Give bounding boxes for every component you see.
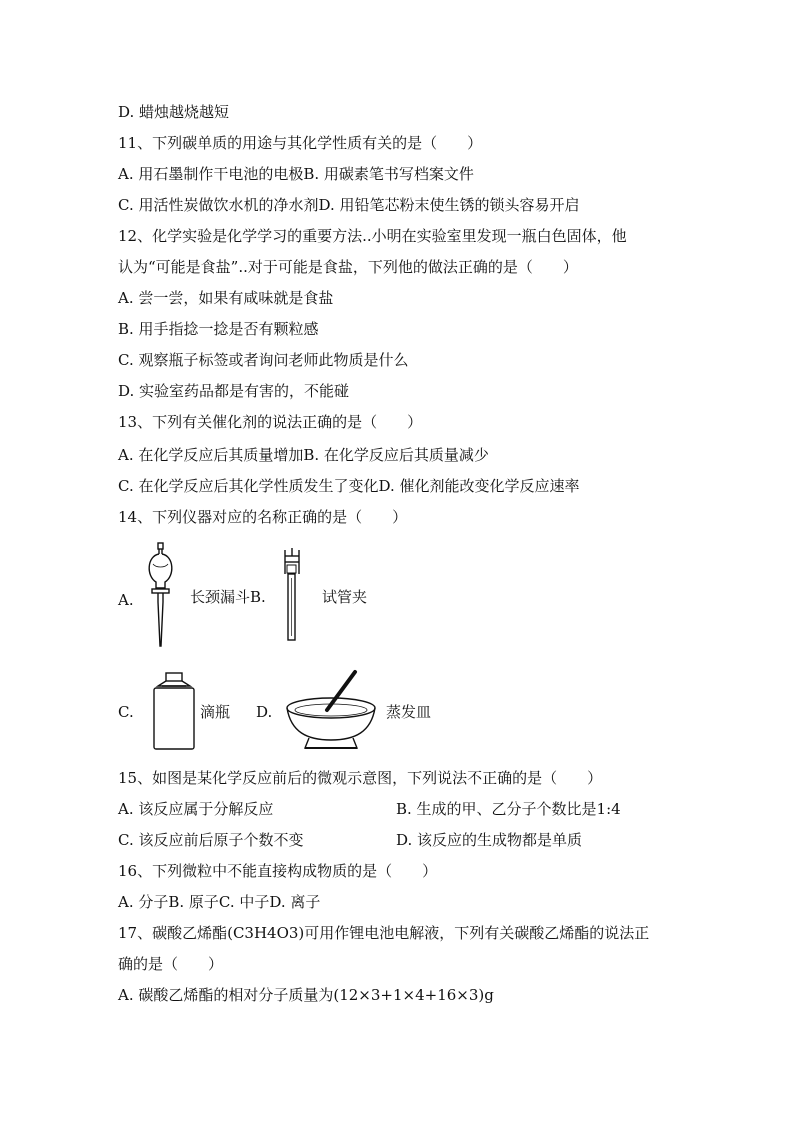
mortar-and-pestle-icon bbox=[283, 670, 379, 754]
q15-stem: 15、如图是某化学反应前后的微观示意图，下列说法不正确的是（ ） bbox=[118, 769, 603, 787]
q15-option-a: A. 该反应属于分解反应 bbox=[118, 800, 274, 818]
q15-option-b: B. 生成的甲、乙分子个数比是1:4 bbox=[396, 800, 621, 818]
q12-option-b: B. 用手指捻一捻是否有颗粒感 bbox=[118, 320, 319, 338]
q14-c-letter: C. bbox=[118, 703, 134, 721]
q13-options-cd: C. 在化学反应后其化学性质发生了变化D. 催化剂能改变化学反应速率 bbox=[118, 477, 580, 495]
q16-options: A. 分子B. 原子C. 中子D. 离子 bbox=[118, 893, 321, 911]
q15-option-d: D. 该反应的生成物都是单质 bbox=[396, 831, 583, 849]
q15-option-c: C. 该反应前后原子个数不变 bbox=[118, 831, 304, 849]
q17-stem-line2: 确的是（ ） bbox=[118, 955, 224, 973]
wide-mouth-bottle-icon bbox=[150, 672, 198, 752]
q16-stem: 16、下列微粒中不能直接构成物质的是（ ） bbox=[118, 862, 438, 880]
q12-option-c: C. 观察瓶子标签或者询问老师此物质是什么 bbox=[118, 351, 409, 369]
q14-a-name: 长颈漏斗B. bbox=[190, 588, 266, 606]
q12-stem-line2: 认为“可能是食盐”..对于可能是食盐，下列他的做法正确的是（ ） bbox=[118, 258, 578, 276]
q14-d-letter: D. bbox=[256, 703, 273, 721]
q17-option-a: A. 碳酸乙烯酯的相对分子质量为(12×3+1×4+16×3)g bbox=[118, 986, 494, 1004]
q12-option-d: D. 实验室药品都是有害的，不能碰 bbox=[118, 382, 350, 400]
q14-c-name: 滴瓶 bbox=[200, 703, 231, 721]
q10-option-d: D. 蜡烛越烧越短 bbox=[118, 103, 230, 121]
q14-b-name: 试管夹 bbox=[322, 588, 368, 606]
q11-options-ab: A. 用石墨制作干电池的电极B. 用碳素笔书写档案文件 bbox=[118, 165, 474, 183]
q11-stem: 11、下列碳单质的用途与其化学性质有关的是（ ） bbox=[118, 134, 483, 152]
q11-options-cd: C. 用活性炭做饮水机的净水剂D. 用铅笔芯粉末使生锈的锁头容易开启 bbox=[118, 196, 580, 214]
q13-stem: 13、下列有关催化剂的说法正确的是（ ） bbox=[118, 413, 423, 431]
q14-d-name: 蒸发皿 bbox=[386, 703, 432, 721]
q13-options-ab: A. 在化学反应后其质量增加B. 在化学反应后其质量减少 bbox=[118, 446, 489, 464]
q17-stem-line1: 17、碳酸乙烯酯(C3H4O3)可用作锂电池电解液，下列有关碳酸乙烯酯的说法正 bbox=[118, 924, 650, 942]
separatory-funnel-icon bbox=[144, 542, 180, 650]
q14-a-letter: A. bbox=[118, 591, 134, 609]
q14-stem: 14、下列仪器对应的名称正确的是（ ） bbox=[118, 508, 408, 526]
q12-stem-line1: 12、化学实验是化学学习的重要方法..小明在实验室里发现一瓶白色固体，他 bbox=[118, 227, 627, 245]
q12-option-a: A. 尝一尝，如果有咸味就是食盐 bbox=[118, 289, 334, 307]
test-tube-clamp-icon bbox=[280, 548, 304, 642]
